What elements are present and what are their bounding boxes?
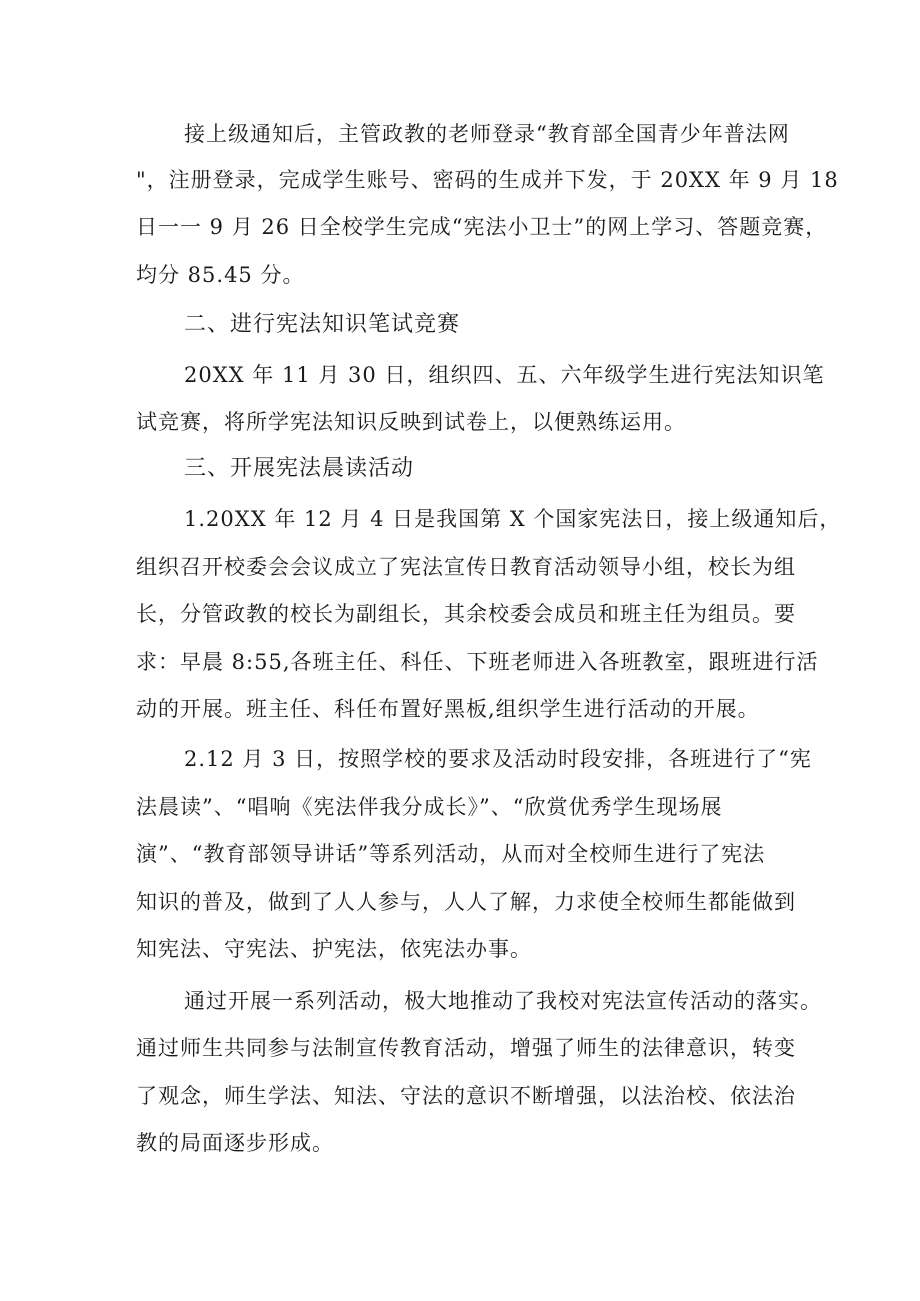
paragraph-1-line-4: 均分 85.45 分。: [136, 263, 305, 287]
paragraph-5-line-3: 了观念，师生学法、知法、守法的意识不断增强，以法治校、依法治: [136, 1084, 796, 1108]
paragraph-4-line-4: 知识的普及，做到了人人参与，人人了解，力求使全校师生都能做到: [136, 890, 796, 914]
paragraph-3-line-1: 1.20XX 年 12 月 4 日是我国第 X 个国家宪法日，接上级通知后，: [184, 507, 842, 531]
paragraph-1-line-3: 日一一 9 月 26 日全校学生完成“宪法小卫士”的网上学习、答题竞赛，: [136, 215, 828, 239]
paragraph-4-line-2: 法晨读”、“唱响《宪法伴我分成长》”、“欣赏优秀学生现场展: [136, 795, 723, 819]
paragraph-4-line-3: 演”、“教育部领导讲话”等系列活动，从而对全校师生进行了宪法: [136, 842, 766, 866]
section-heading-2: 二、进行宪法知识笔试竞赛: [184, 312, 461, 337]
paragraph-3-line-5: 动的开展。班主任、科任布置好黑板,组织学生进行活动的开展。: [136, 697, 760, 721]
paragraph-1-line-2: "，注册登录，完成学生账号、密码的生成并下发，于 20XX 年 9 月 18: [136, 168, 839, 192]
paragraph-1-line-1: 接上级通知后，主管政教的老师登录“教育部全国青少年普法网: [184, 122, 790, 146]
paragraph-2-line-2: 试竞赛，将所学宪法知识反映到试卷上，以便熟练运用。: [136, 410, 686, 434]
paragraph-4-line-1: 2.12 月 3 日，按照学校的要求及活动时段安排，各班进行了“宪: [184, 747, 812, 771]
section-heading-3: 三、开展宪法晨读活动: [184, 456, 415, 481]
paragraph-5-line-4: 教的局面逐步形成。: [136, 1131, 334, 1155]
paragraph-5-line-1: 通过开展一系列活动，极大地推动了我校对宪法宣传活动的落实。: [184, 989, 822, 1013]
paragraph-2-line-1: 20XX 年 11 月 30 日，组织四、五、六年级学生进行宪法知识笔: [184, 363, 825, 387]
paragraph-3-line-3: 长，分管政教的校长为副组长，其余校委会成员和班主任为组员。要: [136, 602, 796, 626]
paragraph-5-line-2: 通过师生共同参与法制宣传教育活动，增强了师生的法律意识，转变: [136, 1036, 796, 1060]
paragraph-3-line-2: 组织召开校委会会议成立了宪法宣传日教育活动领导小组，校长为组: [136, 555, 796, 579]
paragraph-4-line-5: 知宪法、守宪法、护宪法，依宪法办事。: [136, 937, 532, 961]
paragraph-3-line-4: 求：早晨 8:55,各班主任、科任、下班老师进入各班教室，跟班进行活: [136, 650, 819, 674]
